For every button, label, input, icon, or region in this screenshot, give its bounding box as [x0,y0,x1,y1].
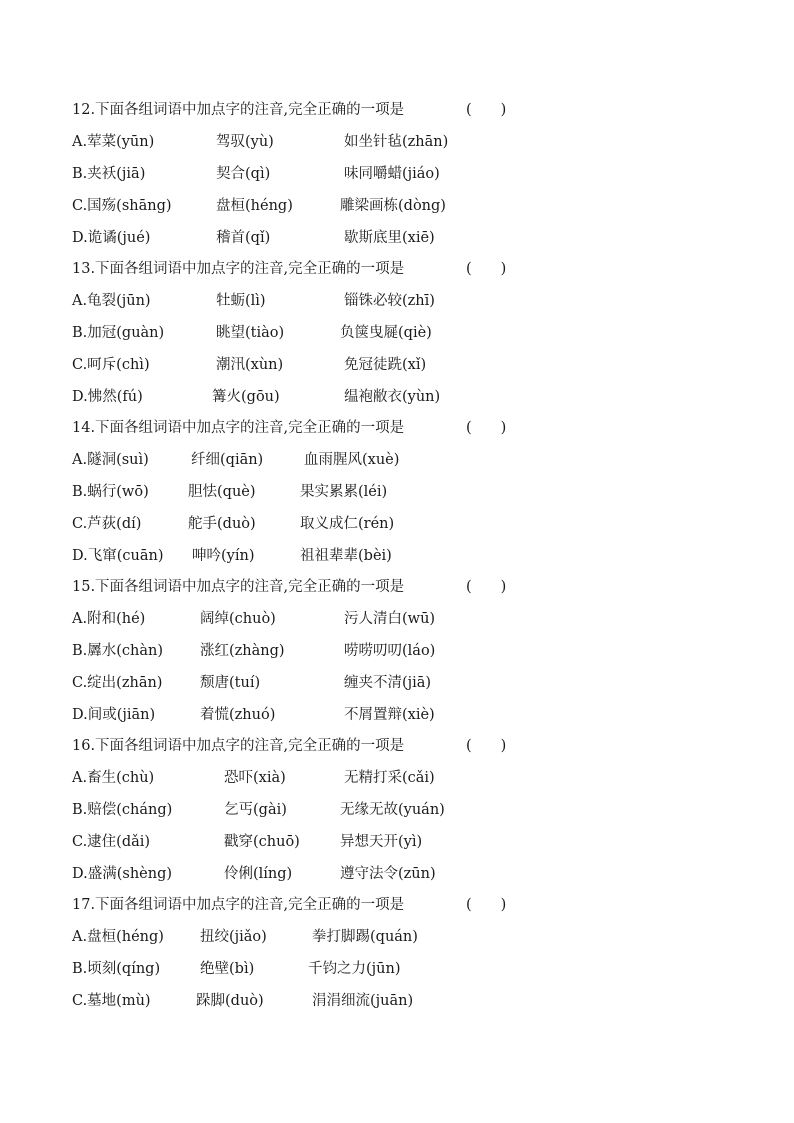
option-item: D.怫然(fú) [72,389,143,405]
option-item: 无缘无故(yuán) [340,802,445,818]
option-item: 绝壁(bì) [200,961,255,977]
option-item: 颓唐(tuí) [200,675,261,691]
option-item: 歇斯底里(xiē) [344,230,435,246]
option-item: 扭绞(jiǎo) [200,929,267,945]
option-item: A.龟裂(jūn) [72,293,151,309]
option-item: 如坐针毡(zhān) [344,134,449,150]
answer-blank: ( ) [466,102,507,118]
option-item: 契合(qì) [216,166,271,182]
option-item: 牡蛎(lì) [216,293,266,309]
answer-blank: ( ) [466,420,507,436]
question-text: 12.下面各组词语中加点字的注音,完全正确的一项是 [72,102,405,118]
option-item: C.呵斥(chì) [72,357,150,373]
option-item: 拳打脚踢(quán) [312,929,418,945]
answer-blank: ( ) [466,897,507,913]
question-text: 13.下面各组词语中加点字的注音,完全正确的一项是 [72,261,405,277]
option-item: 稽首(qǐ) [216,230,271,246]
option-item: 纤细(qiān) [191,452,264,468]
option-item: B.加冠(guàn) [72,325,165,341]
option-item: 着慌(zhuó) [200,707,276,723]
option-item: 舵手(duò) [188,516,256,532]
option-item: 篝火(gōu) [212,389,280,405]
option-item: B.蜗行(wō) [72,484,149,500]
option-item: 祖祖辈辈(bèi) [300,548,392,564]
option-item: 恐吓(xià) [224,770,286,786]
option-item: 胆怯(què) [188,484,256,500]
option-item: A.盘桓(héng) [72,929,164,945]
option-item: 眺望(tiào) [216,325,285,341]
answer-blank: ( ) [466,738,507,754]
option-item: B.顷刻(qíng) [72,961,161,977]
option-item: 遵守法令(zūn) [340,866,436,882]
option-item: 乞丐(gài) [224,802,287,818]
option-item: 千钧之力(jūn) [308,961,401,977]
question-text: 15.下面各组词语中加点字的注音,完全正确的一项是 [72,579,405,595]
option-item: 无精打采(cǎi) [344,770,435,786]
option-item: 免冠徒跣(xǐ) [344,357,427,373]
option-item: 果实累累(léi) [300,484,388,500]
option-item: 血雨腥风(xuè) [304,452,400,468]
option-item: A.隧洞(suì) [72,452,149,468]
option-item: 异想天开(yì) [340,834,423,850]
option-item: B.夹袄(jiā) [72,166,146,182]
option-item: 不屑置辩(xiè) [344,707,435,723]
answer-blank: ( ) [466,261,507,277]
option-item: 唠唠叨叨(láo) [344,643,436,659]
option-item: 涓涓细流(juān) [312,993,414,1009]
option-item: D.盛满(shèng) [72,866,173,882]
option-item: C.绽出(zhān) [72,675,163,691]
option-item: 缊袍敝衣(yùn) [344,389,441,405]
option-item: 跺脚(duò) [196,993,264,1009]
option-item: 盘桓(héng) [216,198,293,214]
option-item: D.诡谲(jué) [72,230,151,246]
option-item: A.荤菜(yūn) [72,134,155,150]
option-item: 雕梁画栋(dòng) [340,198,446,214]
option-item: 戳穿(chuō) [224,834,300,850]
option-item: D.飞窜(cuān) [72,548,164,564]
option-item: A.附和(hé) [72,611,146,627]
option-item: C.逮住(dǎi) [72,834,151,850]
option-item: 涨红(zhàng) [200,643,285,659]
option-item: 驾驭(yù) [216,134,274,150]
option-item: 负箧曳屣(qiè) [340,325,432,341]
option-item: 锱铢必较(zhī) [344,293,435,309]
option-item: 呻吟(yín) [192,548,255,564]
option-item: B.赔偿(cháng) [72,802,173,818]
option-item: D.间或(jiān) [72,707,156,723]
option-item: 伶俐(líng) [224,866,293,882]
option-item: 取义成仁(rén) [300,516,395,532]
option-item: 污人清白(wū) [344,611,436,627]
option-item: 味同嚼蜡(jiáo) [344,166,440,182]
option-item: C.墓地(mù) [72,993,151,1009]
option-item: C.芦荻(dí) [72,516,142,532]
answer-blank: ( ) [466,579,507,595]
option-item: B.羼水(chàn) [72,643,164,659]
option-item: 阔绰(chuò) [200,611,276,627]
option-item: C.国殇(shāng) [72,198,172,214]
option-item: A.畜生(chù) [72,770,155,786]
option-item: 缠夹不清(jiā) [344,675,432,691]
question-text: 16.下面各组词语中加点字的注音,完全正确的一项是 [72,738,405,754]
question-text: 14.下面各组词语中加点字的注音,完全正确的一项是 [72,420,405,436]
option-item: 潮汛(xùn) [216,357,284,373]
question-text: 17.下面各组词语中加点字的注音,完全正确的一项是 [72,897,405,913]
